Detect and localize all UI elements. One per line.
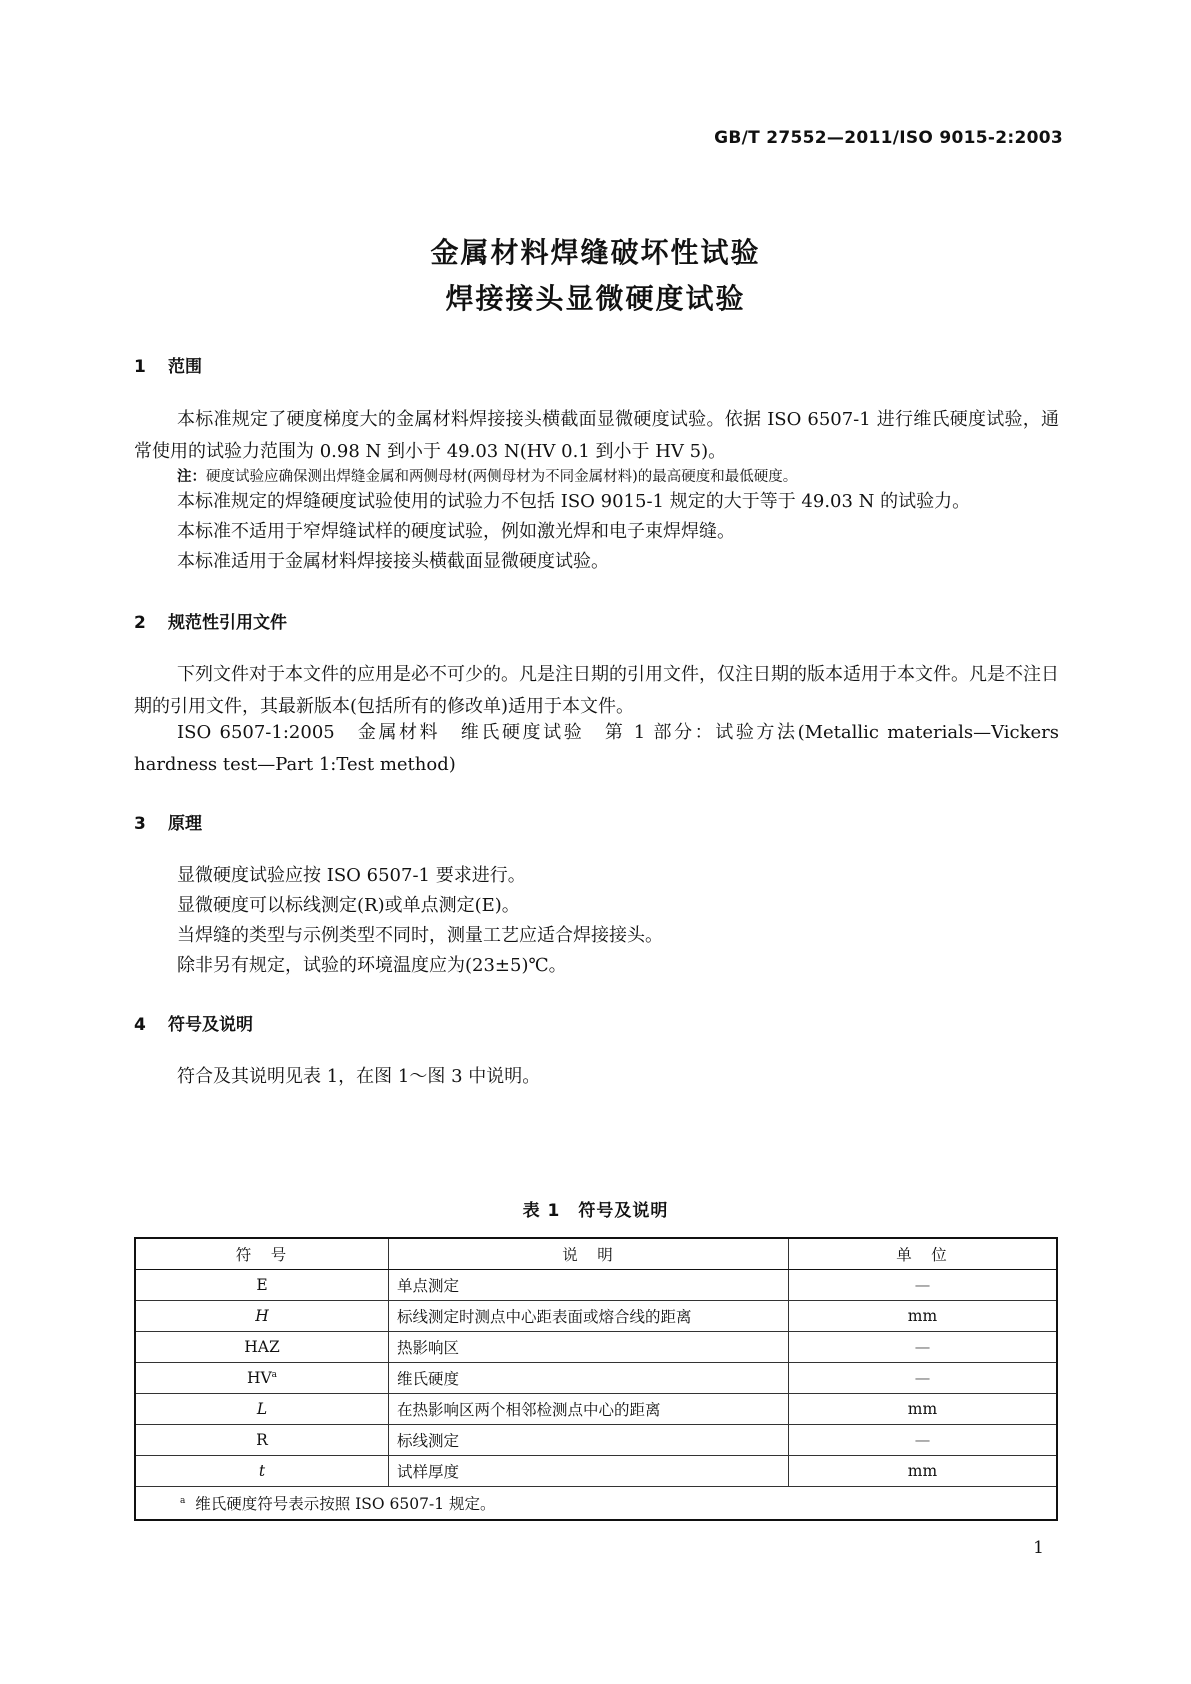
section-number: 3: [134, 814, 146, 834]
section-3-heading: [134, 809, 202, 834]
description-cell: 在热影响区两个相邻检测点中心的距离: [389, 1394, 789, 1425]
section-title: 符号及说明: [168, 1015, 253, 1035]
table-row: [135, 1394, 1057, 1425]
footnote-mark: a: [180, 1495, 186, 1506]
header-description: 说 明: [389, 1238, 789, 1270]
description-cell: 试样厚度: [389, 1456, 789, 1487]
table-header-row: [135, 1238, 1057, 1270]
table-row: [135, 1301, 1057, 1332]
section-1-heading: [134, 352, 202, 377]
unit-cell: —: [789, 1332, 1058, 1363]
section-3-paragraph-4: 除非另有规定，试验的环境温度应为(23±5)℃。: [177, 955, 567, 976]
section-title: 规范性引用文件: [168, 613, 287, 633]
section-1-paragraph-4: 本标准适用于金属材料焊接接头横截面显微硬度试验。: [177, 551, 609, 572]
symbol-text: L: [256, 1400, 268, 1418]
section-3-paragraph-1: 显微硬度试验应按 ISO 6507-1 要求进行。: [177, 865, 526, 886]
section-3-paragraph-3: 当焊缝的类型与示例类型不同时，测量工艺应适合焊接接头。: [177, 925, 663, 946]
section-1-paragraph-1: 本标准规定了硬度梯度大的金属材料焊接接头横截面显微硬度试验。依据 ISO 6507-1 进行维氏硬度试验，通常使用的试验力范围为 0.98 N 到小于 49.03 N(HV 0.1 到小于 HV 5)。: [134, 409, 1059, 462]
unit-cell: mm: [789, 1301, 1058, 1332]
symbols-table: [134, 1237, 1058, 1521]
unit-cell: —: [789, 1425, 1058, 1456]
table-row: [135, 1456, 1057, 1487]
header-symbol: 符 号: [135, 1238, 389, 1270]
section-1-paragraph-2: 本标准规定的焊缝硬度试验使用的试验力不包括 ISO 9015-1 规定的大于等于 49.03 N 的试验力。: [177, 491, 971, 512]
note-text: 硬度试验应确保测出焊缝金属和两侧母材(两侧母材为不同金属材料)的最高硬度和最低硬度。: [206, 469, 798, 485]
section-1-note: [177, 465, 797, 486]
note-label: 注：: [177, 469, 206, 485]
symbol-cell: [135, 1456, 389, 1487]
section-number: 1: [134, 357, 146, 377]
section-4-heading: [134, 1010, 253, 1035]
page-number: 1: [1033, 1538, 1044, 1558]
symbol-text: t: [258, 1462, 266, 1480]
document-title: [0, 230, 1191, 322]
section-2-reference: ISO 6507-1:2005 金属材料 维氏硬度试验 第 1 部分：试验方法(Metallic materials—Vickers hardness test—Part 1:Test method): [134, 722, 1059, 775]
symbol-cell: [135, 1301, 389, 1332]
table-footnote: [135, 1487, 1057, 1521]
unit-cell: mm: [789, 1394, 1058, 1425]
section-title: 原理: [168, 814, 202, 834]
footnote-text: 维氏硬度符号表示按照 ISO 6507-1 规定。: [195, 1495, 496, 1513]
symbol-text: HAZ: [244, 1338, 280, 1356]
symbol-cell: [135, 1270, 389, 1301]
symbol-cell: [135, 1425, 389, 1456]
title-line-1: 金属材料焊缝破坏性试验: [430, 236, 761, 269]
section-2-paragraph-1: 下列文件对于本文件的应用是必不可少的。凡是注日期的引用文件，仅注日期的版本适用于本文件。凡是不注日期的引用文件，其最新版本(包括所有的修改单)适用于本文件。: [134, 664, 1059, 717]
symbol-text: HV: [246, 1369, 272, 1387]
description-cell: 单点测定: [389, 1270, 789, 1301]
section-1-paragraph-3: 本标准不适用于窄焊缝试样的硬度试验，例如激光焊和电子束焊焊缝。: [177, 521, 735, 542]
table-caption: 表 1 符号及说明: [522, 1201, 669, 1221]
section-3-paragraph-2: 显微硬度可以标线测定(R)或单点测定(E)。: [177, 895, 520, 916]
section-number: 4: [134, 1015, 146, 1035]
symbol-cell: [135, 1332, 389, 1363]
symbol-text: R: [256, 1431, 268, 1449]
footnote-marker: a: [271, 1369, 278, 1380]
description-cell: 维氏硬度: [389, 1363, 789, 1394]
title-line-2: 焊接接头显微硬度试验: [445, 282, 746, 315]
symbol-cell: [135, 1363, 389, 1394]
unit-cell: mm: [789, 1456, 1058, 1487]
section-2-heading: [134, 608, 287, 633]
table-row: [135, 1270, 1057, 1301]
symbol-cell: [135, 1394, 389, 1425]
description-cell: 热影响区: [389, 1332, 789, 1363]
description-cell: 标线测定时测点中心距表面或熔合线的距离: [389, 1301, 789, 1332]
standard-code: GB/T 27552—2011/ISO 9015-2:2003: [714, 128, 1063, 148]
unit-cell: —: [789, 1270, 1058, 1301]
section-4-paragraph-1: 符合及其说明见表 1，在图 1～图 3 中说明。: [177, 1066, 541, 1087]
table-footnote-row: [135, 1487, 1057, 1521]
table-row: [135, 1363, 1057, 1394]
table-row: [135, 1332, 1057, 1363]
header-unit: 单 位: [789, 1238, 1058, 1270]
section-title: 范围: [168, 357, 202, 377]
symbol-text: H: [255, 1307, 269, 1325]
description-cell: 标线测定: [389, 1425, 789, 1456]
unit-cell: —: [789, 1363, 1058, 1394]
section-number: 2: [134, 613, 146, 633]
table-row: [135, 1425, 1057, 1456]
symbol-text: E: [256, 1276, 268, 1294]
